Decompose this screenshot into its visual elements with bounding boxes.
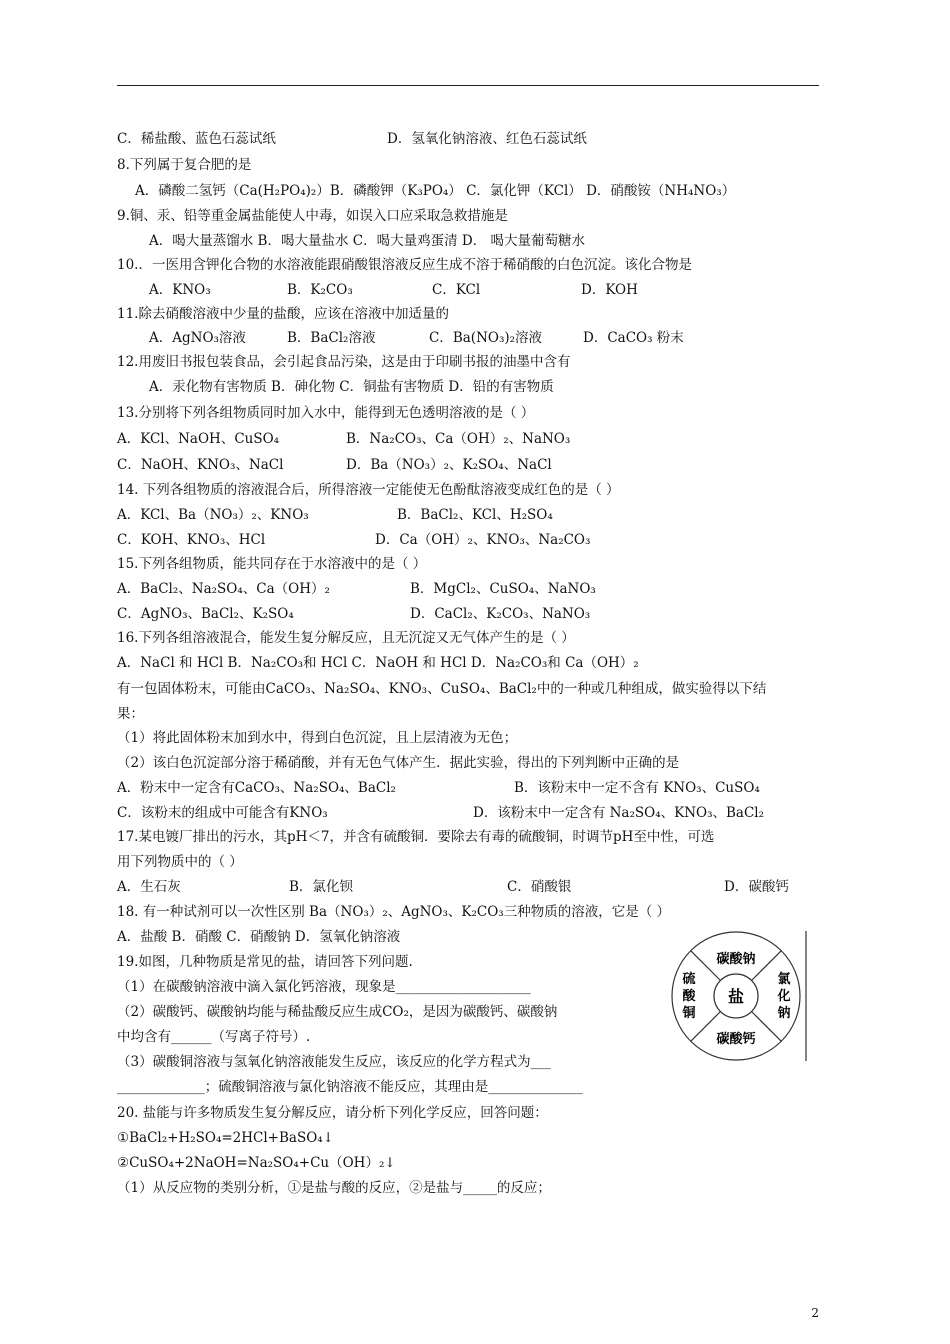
diagram-right-char: 氯 xyxy=(777,972,791,987)
text-segment: 8.下列属于复合肥的是 xyxy=(117,157,252,173)
page-number: 2 xyxy=(811,1306,819,1320)
diagram-left xyxy=(681,971,696,1021)
text-segment: B．MgCl₂、CuSO₄、NaNO₃ xyxy=(410,581,596,597)
text-segment: D．碳酸钙 xyxy=(724,879,789,895)
text-segment: （1）在碳酸钠溶液中滴入氯化钙溶液，现象是____________________ xyxy=(117,979,531,995)
text-segment: 15.下列各组物质，能共同存在于水溶液中的是（ ） xyxy=(117,556,427,572)
text-segment: A．AgNO₃溶液 xyxy=(149,330,246,346)
text-segment: D．CaCl₂、K₂CO₃、NaNO₃ xyxy=(410,606,591,622)
text-segment: 20. 盐能与许多物质发生复分解反应，请分析下列化学反应，回答问题： xyxy=(117,1105,548,1121)
text-segment: D．CaCO₃ 粉末 xyxy=(583,330,684,346)
text-segment: D．氢氧化钠溶液、红色石蕊试纸 xyxy=(387,131,587,147)
diagram-right xyxy=(776,971,790,1021)
text-segment: A．生石灰 xyxy=(117,879,181,895)
text-segment: 中均含有______（写离子符号）. xyxy=(117,1029,311,1045)
text-segment: A．KCl、Ba（NO₃）₂、KNO₃ xyxy=(117,507,309,523)
text-segment: 果： xyxy=(117,706,144,722)
text-segment: 11.除去硝酸溶液中少量的盐酸，应该在溶液中加适量的 xyxy=(117,306,449,322)
diagram-left-char: 酸 xyxy=(682,989,696,1004)
salt-diagram-svg xyxy=(666,931,810,1061)
text-segment: ②CuSO₄+2NaOH=Na₂SO₄+Cu（OH）₂↓ xyxy=(117,1155,396,1171)
text-segment: （3）碳酸铜溶液与氢氧化钠溶液能发生反应，该反应的化学方程式为___ xyxy=(117,1054,551,1070)
text-segment: 用下列物质中的（ ） xyxy=(117,854,243,870)
salt-diagram xyxy=(666,931,810,1061)
text-segment: C．AgNO₃、BaCl₂、K₂SO₄ xyxy=(117,606,294,622)
text-segment: B．氯化钡 xyxy=(289,879,353,895)
text-segment: （1）从反应物的类别分析，①是盐与酸的反应，②是盐与_____的反应； xyxy=(117,1180,551,1196)
text-segment: 12.用废旧书报包装食品，会引起食品污染，这是由于印刷书报的油墨中含有 xyxy=(117,354,571,370)
text-segment: 13.分别将下列各组物质同时加入水中，能得到无色透明溶液的是（ ） xyxy=(117,405,535,421)
text-segment: A．盐酸 B．硝酸 C．硝酸钠 D．氢氧化钠溶液 xyxy=(117,929,401,945)
text-segment: （2）该白色沉淀部分溶于稀硝酸，并有无色气体产生．据此实验，得出的下列判断中正确的是 xyxy=(117,755,680,771)
header-rule xyxy=(117,85,819,86)
diagram-top: 碳酸钠 xyxy=(716,952,756,967)
text-segment: C．Ba(NO₃)₂溶液 xyxy=(429,330,543,346)
text-segment: _____________；硫酸铜溶液与氯化钠溶液不能反应，其理由是______________ xyxy=(117,1079,583,1095)
text-segment: 19.如图，几种物质是常见的盐，请回答下列问题. xyxy=(117,954,413,970)
diagram-left-char: 硫 xyxy=(682,972,696,987)
text-segment: 14. 下列各组物质的溶液混合后，所得溶液一定能使无色酚酞溶液变成红色的是（ ） xyxy=(117,482,620,498)
text-segment: 10.．一医用含钾化合物的水溶液能跟硝酸银溶液反应生成不溶于稀硝酸的白色沉淀。该化合物是 xyxy=(117,257,692,273)
text-segment: （2）碳酸钙、碳酸钠均能与稀盐酸反应生成CO₂，是因为碳酸钙、碳酸钠 xyxy=(117,1004,558,1020)
diagram-bottom: 碳酸钙 xyxy=(716,1032,756,1047)
text-segment: A．BaCl₂、Na₂SO₄、Ca（OH）₂ xyxy=(117,581,330,597)
text-segment: C．NaOH、KNO₃、NaCl xyxy=(117,457,284,473)
text-segment: C．硝酸银 xyxy=(507,879,572,895)
text-segment: A．汞化物有害物质 B．砷化物 C．铜盐有害物质 D．铅的有害物质 xyxy=(149,379,554,395)
text-segment: D．Ca（OH）₂、KNO₃、Na₂CO₃ xyxy=(375,532,591,548)
text-segment: B．Na₂CO₃、Ca（OH）₂、NaNO₃ xyxy=(346,431,571,447)
text-segment: C．稀盐酸、蓝色石蕊试纸 xyxy=(117,131,276,147)
text-segment: ①BaCl₂+H₂SO₄=2HCl+BaSO₄↓ xyxy=(117,1130,334,1146)
text-segment: D．Ba（NO₃）₂、K₂SO₄、NaCl xyxy=(346,457,552,473)
diagram-left-char: 铜 xyxy=(682,1006,696,1021)
text-segment: B．该粉末中一定不含有 KNO₃、CuSO₄ xyxy=(514,780,760,796)
text-segment: A．喝大量蒸馏水 B．喝大量盐水 C．喝大量鸡蛋清 D． 喝大量葡萄糖水 xyxy=(149,233,585,249)
diagram-right-char: 化 xyxy=(777,989,791,1004)
text-segment: C．KOH、KNO₃、HCl xyxy=(117,532,266,548)
text-segment: 16.下列各组溶液混合，能发生复分解反应，且无沉淀又无气体产生的是（ ） xyxy=(117,630,575,646)
text-segment: D．KOH xyxy=(581,282,638,298)
diagram-center: 盐 xyxy=(727,987,745,1006)
text-segment: 有一包固体粉末，可能由CaCO₃、Na₂SO₄、KNO₃、CuSO₄、BaCl₂中的一种或几种组成，做实验得以下结 xyxy=(117,681,767,697)
text-segment: C．KCl xyxy=(432,282,481,298)
text-segment: 9.铜、汞、铅等重金属盐能使人中毒，如误入口应采取急救措施是 xyxy=(117,208,508,224)
diagram-right-char: 钠 xyxy=(777,1006,791,1021)
text-segment: B．K₂CO₃ xyxy=(287,282,353,298)
text-segment: A．磷酸二氢钙（Ca(H₂PO₄)₂）B．磷酸钾（K₃PO₄） C．氯化钾（KCl） D．硝酸铵（NH₄NO₃） xyxy=(135,183,736,199)
text-segment: （1）将此固体粉末加到水中，得到白色沉淀，且上层清液为无色； xyxy=(117,730,518,746)
text-segment: A．KCl、NaOH、CuSO₄ xyxy=(117,431,280,447)
text-segment: A．NaCl 和 HCl B．Na₂CO₃和 HCl C．NaOH 和 HCl D．Na₂CO₃和 Ca（OH）₂ xyxy=(117,655,639,671)
text-segment: D．该粉末中一定含有 Na₂SO₄、KNO₃、BaCl₂ xyxy=(473,805,765,821)
text-segment: 17.某电镀厂排出的污水，其pH＜7，并含有硫酸铜．要除去有毒的硫酸铜，时调节pH至中性，可选 xyxy=(117,829,715,845)
text-segment: A．KNO₃ xyxy=(149,282,211,298)
text-segment: A．粉末中一定含有CaCO₃、Na₂SO₄、BaCl₂ xyxy=(117,780,396,796)
text-segment: 18. 有一种试剂可以一次性区别 Ba（NO₃）₂、AgNO₃、K₂CO₃三种物质的溶液，它是（ ） xyxy=(117,904,671,920)
text-segment: C．该粉末的组成中可能含有KNO₃ xyxy=(117,805,328,821)
text-segment: B．BaCl₂、KCl、H₂SO₄ xyxy=(397,507,553,523)
text-segment: B．BaCl₂溶液 xyxy=(287,330,376,346)
